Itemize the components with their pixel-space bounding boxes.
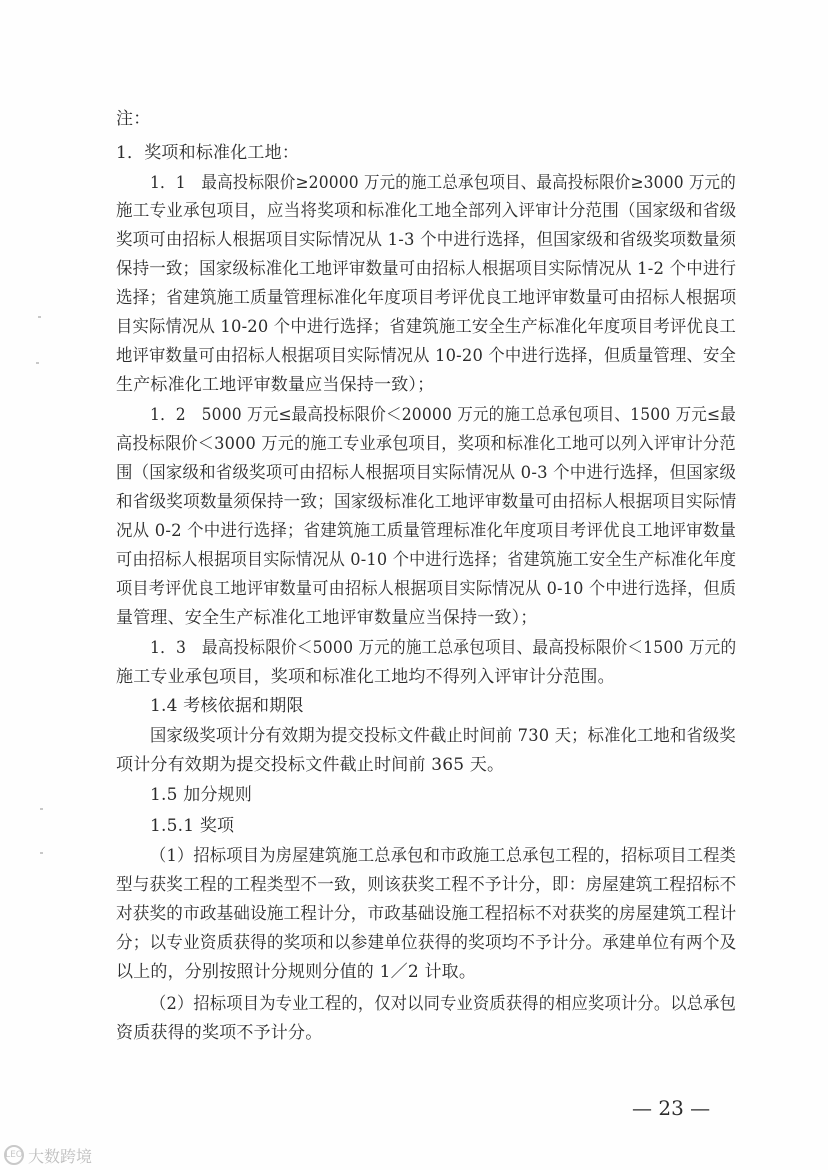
text-line: 1．1 最高投标限价≥20000 万元的施工总承包项目、最高投标限价≥3000 万元的	[150, 173, 736, 193]
text-line: 选择；省建筑施工质量管理标准化年度项目考评优良工地评审数量可由招标人根据项	[116, 288, 737, 308]
text-line: 奖项可由招标人根据项目实际情况从 1-3 个中进行选择，但国家级和省级奖项数量须	[116, 230, 737, 250]
text-line: 目实际情况从 10-20 个中进行选择；省建筑施工安全生产标准化年度项目考评优良工	[116, 317, 737, 337]
watermark-text: 大数跨境	[28, 1146, 93, 1166]
text-line: 型与获奖工程的工程类型不一致，则该获奖工程不予计分，即：房屋建筑工程招标不	[116, 875, 737, 895]
text-line: 国家级奖项计分有效期为提交投标文件截止时间前 730 天；标准化工地和省级奖	[150, 726, 736, 746]
scan-speck	[36, 362, 39, 364]
text-line: 1．3 最高投标限价＜5000 万元的施工总承包项目、最高投标限价＜1500 万元的	[150, 638, 737, 658]
text-line: 1．奖项和标准化工地：	[116, 143, 300, 163]
text-line: 对获奖的市政基础设施工程计分，市政基础设施工程招标不对获奖的房屋建筑工程计	[116, 904, 737, 924]
text-line: 项计分有效期为提交投标文件截止时间前 365 天。	[116, 755, 505, 775]
text-line: 1.5.1 奖项	[150, 816, 235, 836]
text-line: 施工专业承包项目，应当将奖项和标准化工地全部列入评审计分范围（国家级和省级	[116, 201, 737, 221]
watermark-logo-icon: LEO	[4, 1145, 24, 1165]
text-line: 地评审数量可由招标人根据项目实际情况从 10-20 个中进行选择，但质量管理、安全	[116, 346, 737, 366]
text-line: （2）招标项目为专业工程的，仅对以同专业资质获得的相应奖项计分。以总承包	[150, 994, 737, 1014]
text-line: 1.5 加分规则	[150, 785, 253, 805]
watermark	[4, 1144, 92, 1166]
text-line: 项目考评优良工地评审数量可由招标人根据项目实际情况从 0-10 个中进行选择，但质	[116, 579, 737, 599]
text-line: 施工专业承包项目，奖项和标准化工地均不得列入评审计分范围。	[116, 667, 615, 687]
text-line: （1）招标项目为房屋建筑施工总承包和市政施工总承包工程的，招标项目工程类	[150, 846, 737, 866]
text-line: 保持一致；国家级标准化工地评审数量可由招标人根据项目实际情况从 1-2 个中进行	[116, 259, 737, 279]
text-line: 1.4 考核依据和期限	[150, 696, 304, 716]
text-line: 分；以专业资质获得的奖项和以参建单位获得的奖项均不予计分。承建单位有两个及	[116, 933, 737, 953]
text-line: 以上的，分别按照计分规则分值的 1／2 计取。	[116, 962, 477, 982]
text-line: 可由招标人根据项目实际情况从 0-10 个中进行选择；省建筑施工安全生产标准化年度	[116, 550, 737, 570]
scan-speck	[38, 316, 41, 318]
text-line: 高投标限价＜3000 万元的施工专业承包项目，奖项和标准化工地可以列入评审计分范	[116, 434, 736, 454]
page-number: — 23 —	[632, 1096, 711, 1120]
text-line: 况从 0-2 个中进行选择；省建筑施工质量管理标准化年度项目考评优良工地评审数量	[116, 521, 737, 541]
text-line: 注：	[116, 109, 151, 129]
scan-speck	[40, 852, 43, 854]
scan-speck	[40, 808, 43, 810]
text-line: 资质获得的奖项不予计分。	[116, 1023, 323, 1043]
text-line: 生产标准化工地评审数量应当保持一致）；	[116, 375, 435, 395]
text-line: 和省级奖项数量须保持一致；国家级标准化工地评审数量可由招标人根据项目实际情	[116, 492, 737, 512]
text-line: 围（国家级和省级奖项可由招标人根据项目实际情况从 0-3 个中进行选择，但国家级	[116, 463, 737, 483]
text-line: 1．2 5000 万元≤最高投标限价＜20000 万元的施工总承包项目、1500 万元≤最	[150, 405, 736, 425]
text-line: 量管理、安全生产标准化工地评审数量应当保持一致）；	[116, 608, 538, 628]
